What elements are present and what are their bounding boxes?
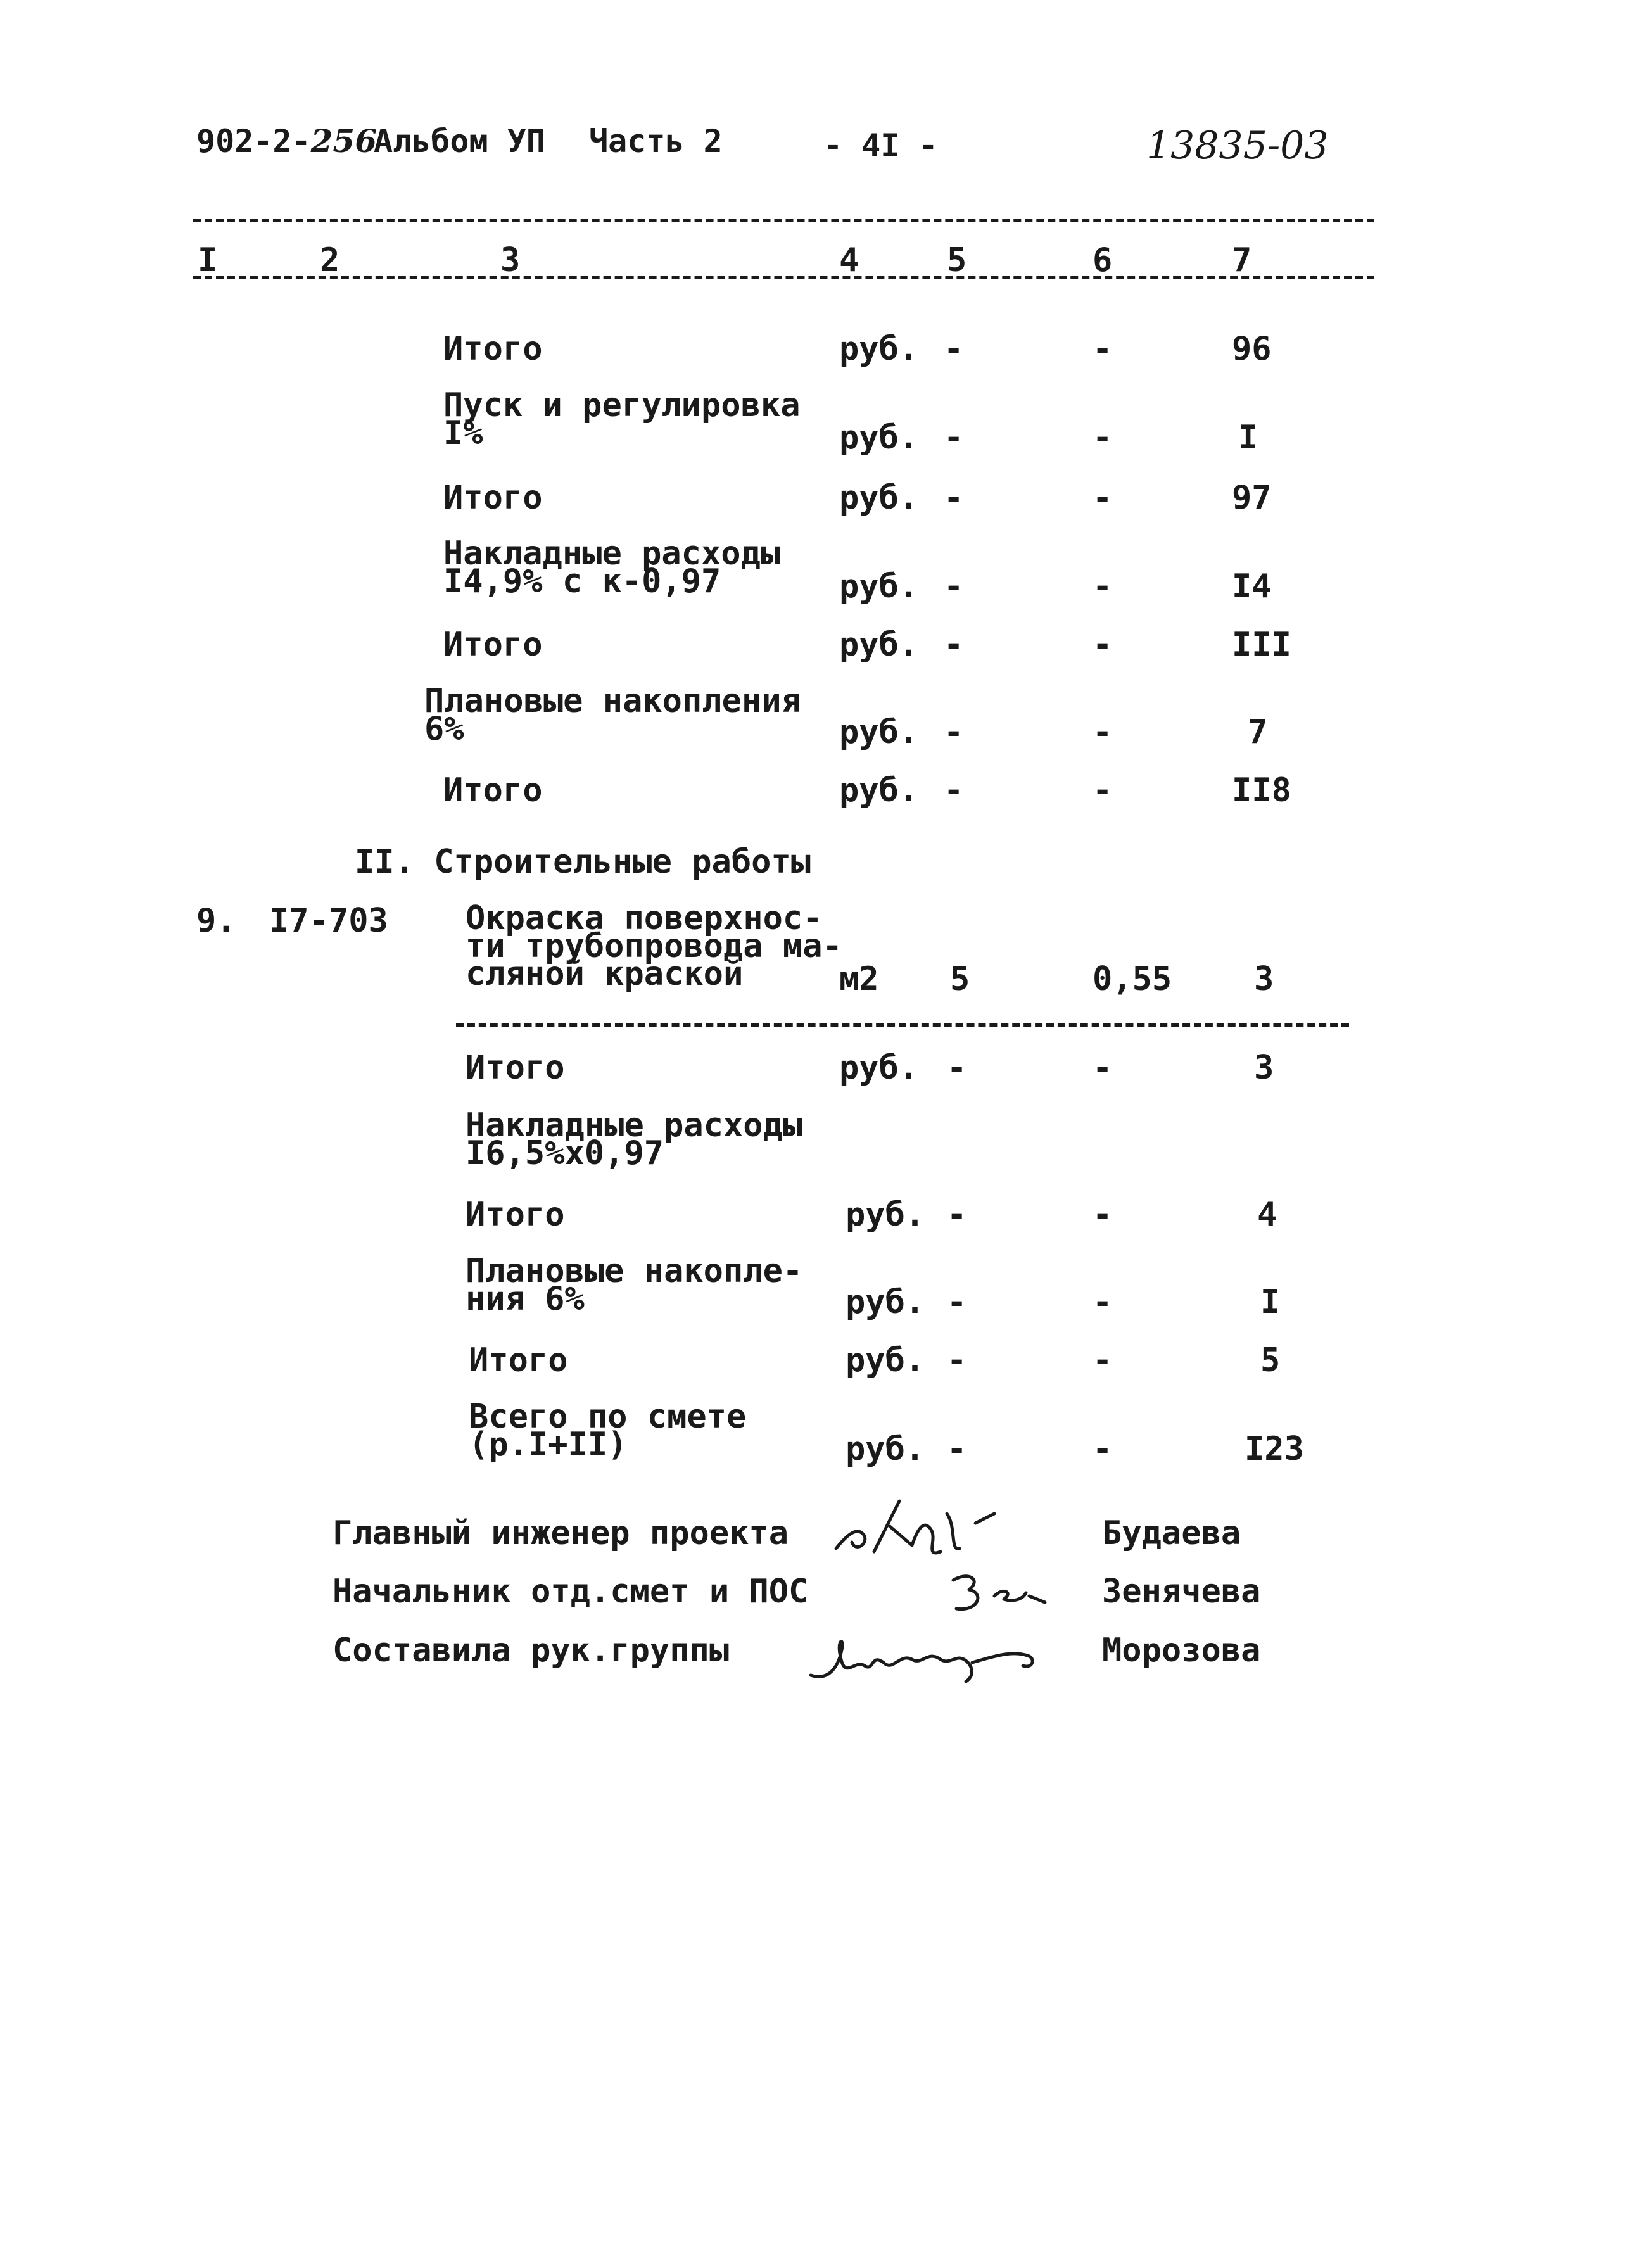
row-col6: -: [1093, 713, 1113, 751]
row-label: Накладные расходы I6,5%х0,97: [466, 1106, 803, 1172]
row-label: Итого: [469, 1341, 568, 1379]
row-label: Итого: [443, 330, 543, 368]
row-label: Итого: [466, 1049, 565, 1087]
row-total: 3: [1254, 1049, 1274, 1087]
row-col5: -: [944, 626, 964, 664]
row-total: 96: [1232, 330, 1272, 368]
row-col6: -: [1093, 419, 1113, 457]
item-total: 3: [1254, 960, 1274, 998]
row-label: Плановые накопле- ния 6%: [466, 1252, 803, 1318]
item-divider: [456, 1023, 1349, 1027]
row-col6: -: [1093, 567, 1113, 605]
col-header-5: 5: [947, 241, 967, 279]
row-unit: руб.: [839, 419, 919, 457]
item-name: Окраска поверхнос- ти трубопровода ма- сляной краской: [466, 899, 842, 993]
row-total: I: [1260, 1283, 1281, 1321]
header-divider-top: [193, 219, 1374, 222]
row-label: Всего по смете (р.I+II): [469, 1398, 747, 1464]
row-total: I: [1238, 419, 1258, 457]
row-col5: -: [947, 1430, 967, 1468]
signature-role-compiler: Составила рук.группы: [333, 1631, 730, 1669]
album-label: Альбом УП: [374, 123, 545, 160]
row-total: I4: [1232, 567, 1272, 605]
row-col5: -: [947, 1049, 967, 1087]
row-unit: руб.: [839, 713, 919, 751]
row-unit: руб.: [846, 1430, 925, 1468]
signature-role-head-of-department: Начальник отд.смет и ПОС: [333, 1573, 809, 1611]
row-unit: руб.: [839, 567, 919, 605]
page-number: - 4I -: [823, 127, 938, 164]
row-col5: -: [944, 479, 964, 517]
signature-mark-head-of-department: [944, 1564, 1070, 1621]
signature-mark-chief-engineer: [830, 1488, 1020, 1564]
header-divider-bottom: [193, 276, 1374, 279]
item-code: I7-703: [269, 902, 388, 940]
row-unit: руб.: [839, 1049, 919, 1087]
row-col6: -: [1093, 626, 1113, 664]
row-col5: -: [944, 713, 964, 751]
row-col6: -: [1093, 771, 1113, 809]
row-col6: -: [1093, 330, 1113, 368]
col-header-4: 4: [839, 241, 859, 279]
row-col5: -: [944, 330, 964, 368]
row-unit: руб.: [839, 771, 919, 809]
item-price: 0,55: [1093, 960, 1172, 998]
row-col6: -: [1093, 1283, 1113, 1321]
row-col5: -: [944, 419, 964, 457]
row-label: Пуск и регулировка I%: [443, 386, 801, 452]
row-label: Итого: [443, 771, 543, 809]
row-label: Итого: [443, 479, 543, 517]
doc-number-handwritten: 13835-03: [1146, 124, 1329, 168]
row-label: Плановые накопления 6%: [424, 682, 801, 748]
row-unit: руб.: [846, 1283, 925, 1321]
row-col6: -: [1093, 1196, 1113, 1234]
item-unit: м2: [839, 960, 879, 998]
row-label: Итого: [443, 626, 543, 664]
row-col5: -: [944, 567, 964, 605]
row-col5: -: [947, 1341, 967, 1379]
col-header-2: 2: [320, 241, 340, 279]
row-total: III: [1232, 626, 1291, 664]
row-col6: -: [1093, 1430, 1113, 1468]
row-unit: руб.: [839, 330, 919, 368]
signature-name-head-of-department: Зенячева: [1102, 1573, 1261, 1611]
document-code-handwritten: 256: [310, 122, 377, 160]
row-col6: -: [1093, 479, 1113, 517]
row-total: 5: [1260, 1341, 1281, 1379]
row-total: II8: [1232, 771, 1291, 809]
section-title: II. Строительные работы: [355, 843, 811, 881]
row-col6: -: [1093, 1049, 1113, 1087]
row-unit: руб.: [839, 479, 919, 517]
row-total: 7: [1248, 713, 1268, 751]
item-quantity: 5: [950, 960, 970, 998]
signature-name-chief-engineer: Будаева: [1102, 1514, 1241, 1552]
row-unit: руб.: [839, 626, 919, 664]
col-header-1: I: [198, 241, 218, 279]
row-col5: -: [947, 1283, 967, 1321]
row-total: 4: [1257, 1196, 1277, 1234]
row-total: 97: [1232, 479, 1272, 517]
part-label: Часть 2: [589, 123, 723, 160]
col-header-3: 3: [500, 241, 521, 279]
signature-mark-compiler: [804, 1621, 1045, 1691]
item-number: 9.: [196, 902, 236, 940]
row-total: I23: [1245, 1430, 1304, 1468]
row-label: Накладные расходы I4,9% с к-0,97: [443, 535, 781, 600]
document-code: [196, 122, 377, 160]
row-col5: -: [947, 1196, 967, 1234]
document-code-prefix: 902-2-: [196, 123, 311, 160]
signature-role-chief-engineer: Главный инженер проекта: [333, 1514, 789, 1552]
row-col6: -: [1093, 1341, 1113, 1379]
signature-name-compiler: Морозова: [1102, 1631, 1261, 1669]
row-col5: -: [944, 771, 964, 809]
row-label: Итого: [466, 1196, 565, 1234]
col-header-6: 6: [1093, 241, 1113, 279]
row-unit: руб.: [846, 1196, 925, 1234]
col-header-7: 7: [1232, 241, 1252, 279]
row-unit: руб.: [846, 1341, 925, 1379]
